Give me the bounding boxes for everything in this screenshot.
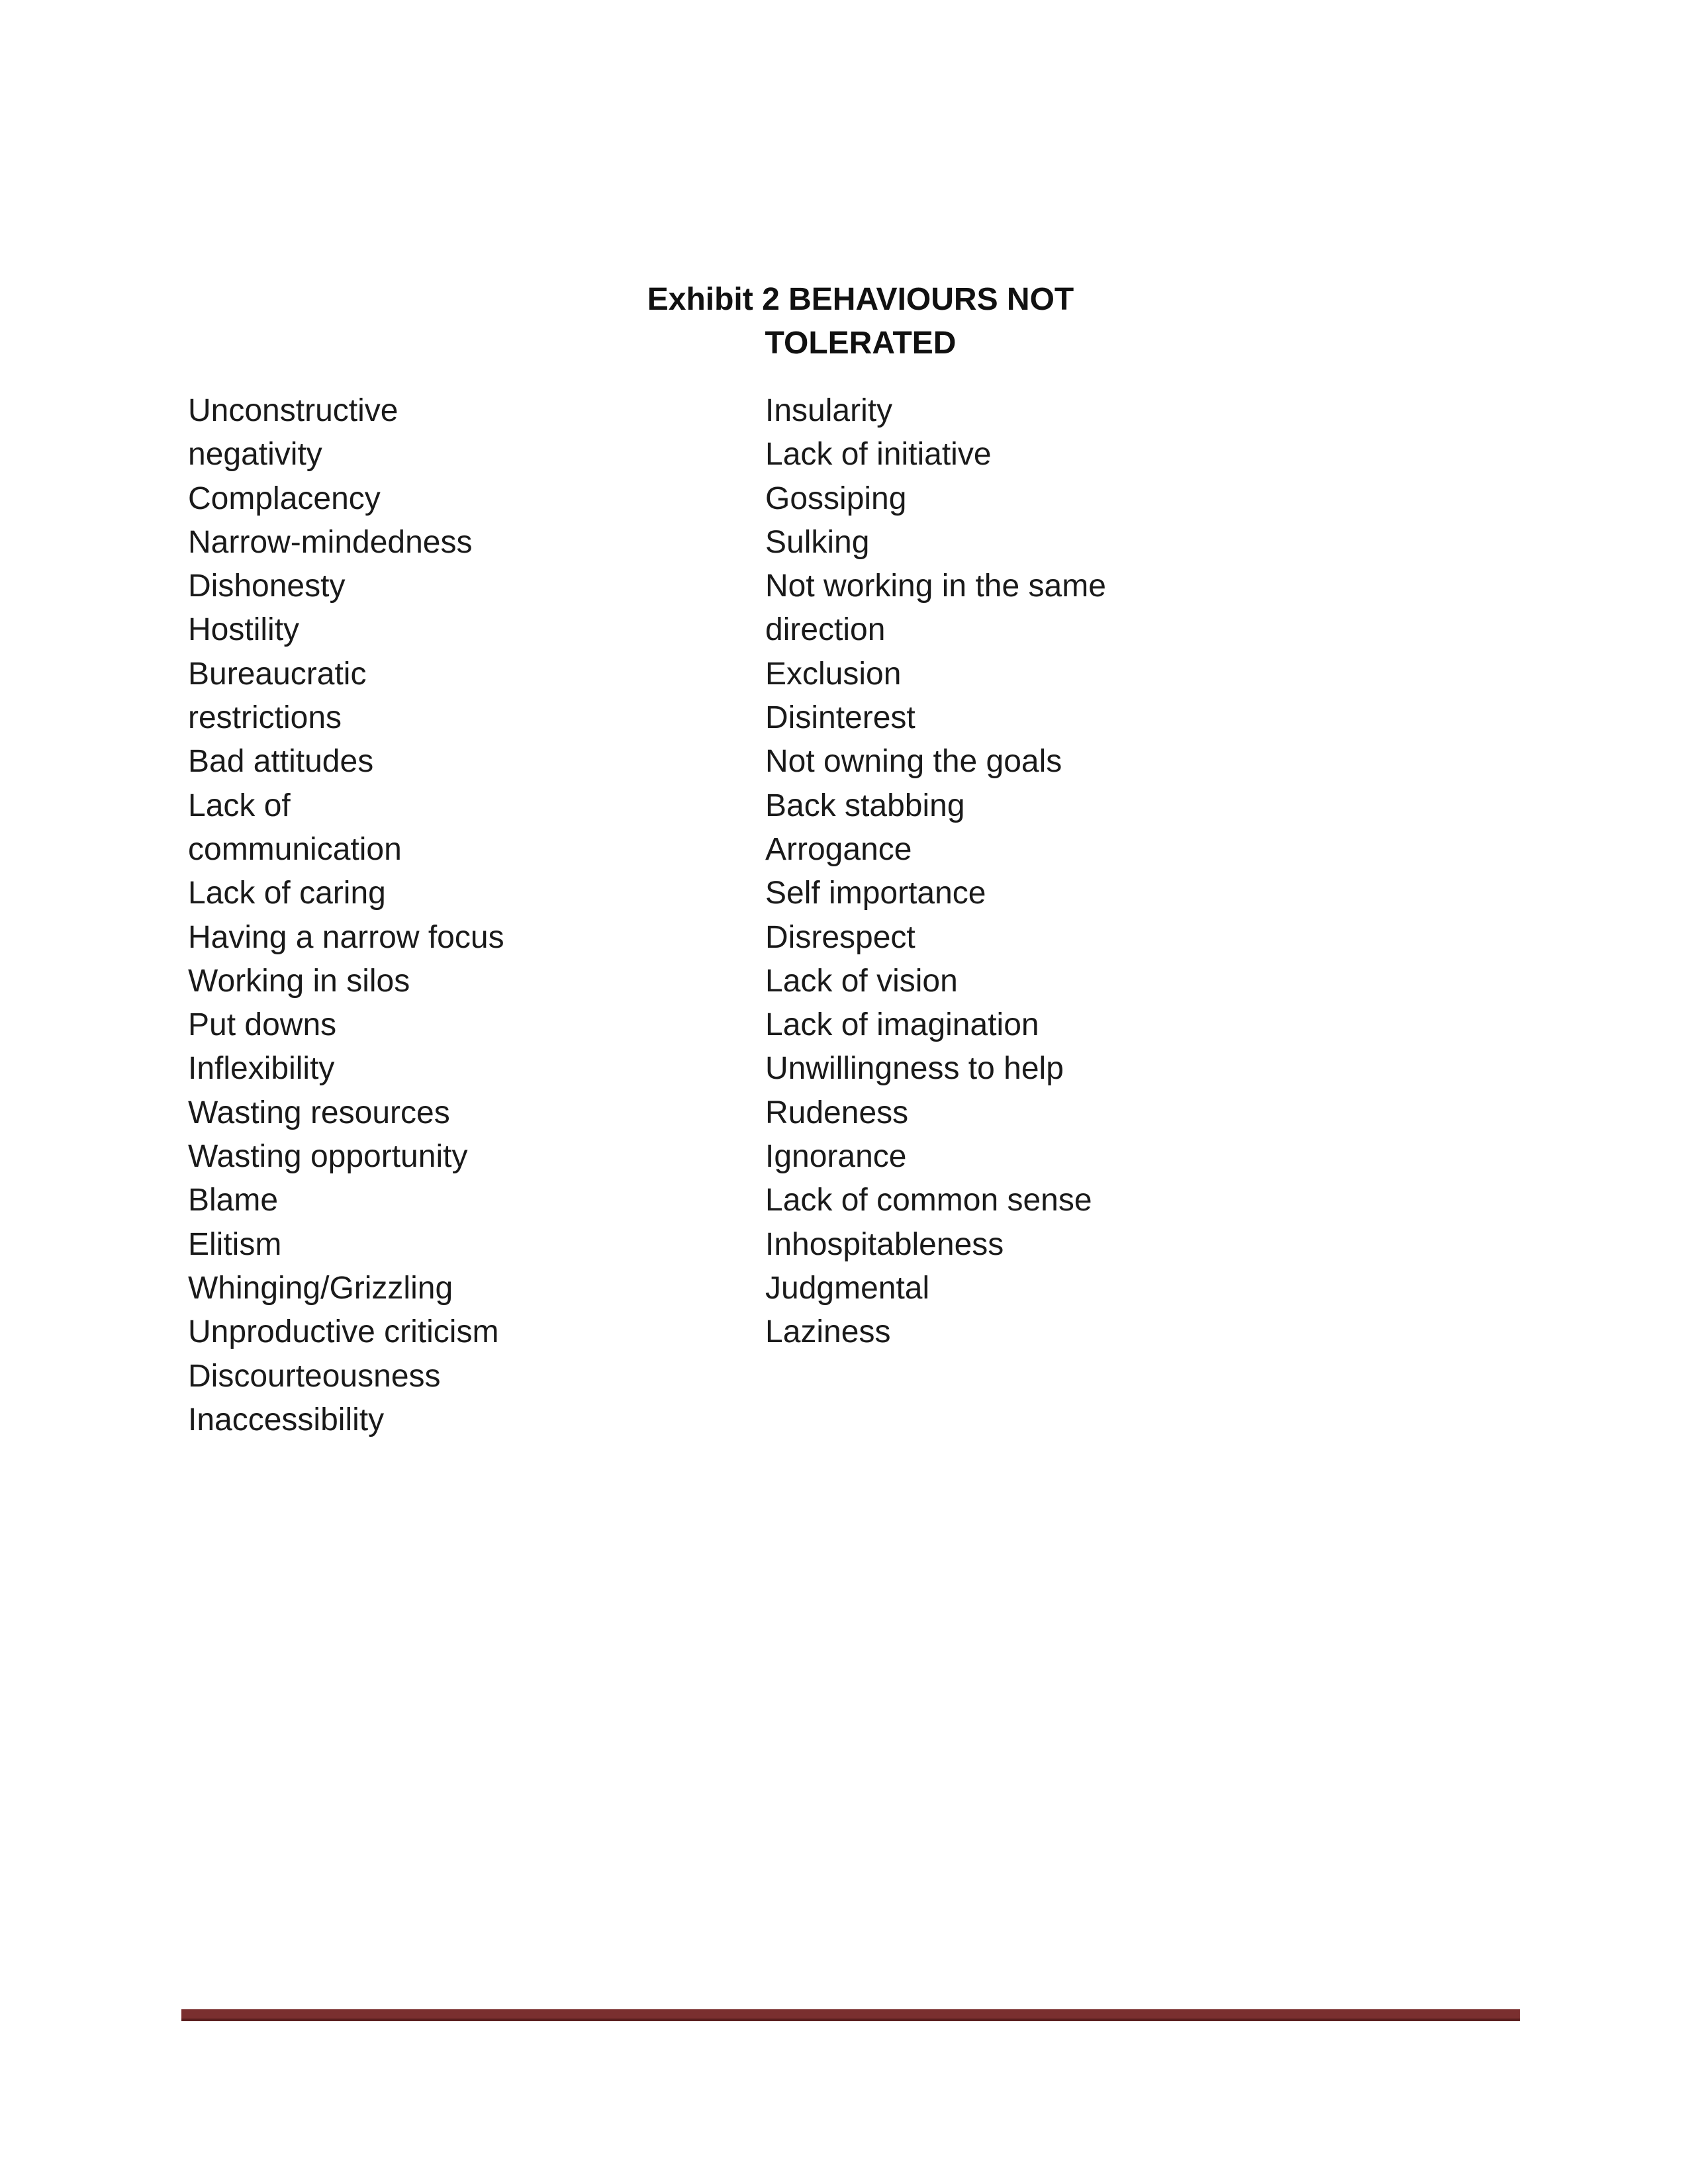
list-item: Having a narrow focus: [188, 919, 504, 955]
list-item: Bureaucratic: [188, 656, 367, 692]
list-item: Working in silos: [188, 963, 410, 999]
list-item: Arrogance: [765, 831, 912, 867]
exhibit-title-line-2: TOLERATED: [765, 326, 957, 361]
list-item: Lack of caring: [188, 876, 386, 911]
list-item: Whinging/Grizzling: [188, 1270, 453, 1306]
exhibit-title-line-1: Exhibit 2 BEHAVIOURS NOT: [647, 282, 1074, 317]
list-item: Judgmental: [765, 1270, 930, 1306]
list-item: Lack of: [188, 788, 291, 823]
left-behaviour-list: [188, 389, 504, 1442]
list-item: Lack of imagination: [765, 1007, 1039, 1043]
list-item: Wasting resources: [188, 1095, 450, 1130]
list-item: communication: [188, 831, 402, 867]
list-item: Unproductive criticism: [188, 1314, 499, 1350]
list-item: Exclusion: [765, 656, 902, 692]
list-item: Self importance: [765, 876, 986, 911]
list-item: Ignorance: [765, 1139, 907, 1175]
exhibit-title: [635, 278, 1086, 365]
footer-divider: [181, 2009, 1520, 2021]
list-item: Not working in the same: [765, 569, 1106, 604]
list-item: Elitism: [188, 1226, 282, 1262]
list-item: Inflexibility: [188, 1051, 335, 1087]
right-behaviour-list: [765, 389, 1106, 1355]
list-item: Unconstructive: [188, 393, 399, 428]
list-item: Inhospitableness: [765, 1226, 1004, 1262]
list-item: Not owning the goals: [765, 744, 1062, 780]
list-item: Unwillingness to help: [765, 1051, 1064, 1087]
list-item: restrictions: [188, 700, 342, 736]
list-item: Disrespect: [765, 919, 915, 955]
list-item: Lack of vision: [765, 963, 958, 999]
list-item: Gossiping: [765, 480, 907, 516]
list-item: Laziness: [765, 1314, 891, 1350]
list-item: Insularity: [765, 393, 893, 428]
list-item: Put downs: [188, 1007, 337, 1043]
list-item: Inaccessibility: [188, 1402, 385, 1437]
list-item: Lack of initiative: [765, 437, 992, 473]
list-item: direction: [765, 612, 886, 648]
list-item: Lack of common sense: [765, 1183, 1092, 1218]
list-item: Blame: [188, 1183, 279, 1218]
list-item: Dishonesty: [188, 569, 346, 604]
list-item: Disinterest: [765, 700, 915, 736]
list-item: Hostility: [188, 612, 300, 648]
list-item: Complacency: [188, 480, 381, 516]
list-item: Discourteousness: [188, 1358, 441, 1394]
list-item: negativity: [188, 437, 322, 473]
list-item: Narrow-mindedness: [188, 524, 473, 560]
list-item: Back stabbing: [765, 788, 965, 823]
list-item: Bad attitudes: [188, 744, 374, 780]
list-item: Wasting opportunity: [188, 1139, 468, 1175]
list-item: Sulking: [765, 524, 870, 560]
list-item: Rudeness: [765, 1095, 909, 1130]
